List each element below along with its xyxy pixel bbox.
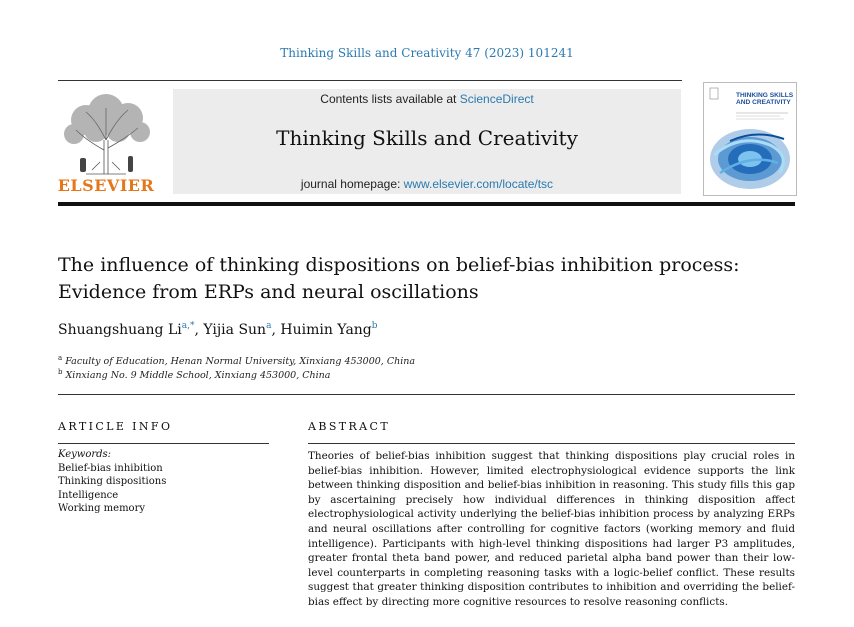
affiliation-mark: b (58, 368, 63, 376)
homepage-line (173, 177, 681, 191)
abstract-heading: ABSTRACT (308, 420, 391, 433)
keyword-item: Intelligence (58, 489, 119, 501)
affiliation (58, 354, 415, 367)
tree-icon (56, 90, 156, 176)
article-title: The influence of thinking dispositions on belief-bias inhibition process: Evidence from ERPs and neural oscillations (58, 254, 740, 303)
keywords-label: Keywords: (58, 449, 112, 460)
author-name[interactable]: Shuangshuang Li (58, 322, 182, 338)
cover-title: THINKING SKILLS AND CREATIVITY (736, 92, 794, 106)
top-divider (58, 80, 682, 81)
author-name[interactable]: Yijia Sun (203, 322, 267, 338)
keyword-item: Thinking dispositions (58, 476, 167, 488)
journal-name: Thinking Skills and Creativity (276, 126, 578, 150)
article-info-heading: ARTICLE INFO (58, 420, 173, 433)
contents-line (173, 89, 681, 106)
author-list: Shuangshuang $Li^{a,*}$, Yijia Sun$^a$, Huimin Yang$^b$ (58, 321, 378, 338)
journal-masthead (173, 89, 681, 194)
affiliation-text: Xinxiang No. 9 Middle School, Xinxiang 453000, China (65, 370, 331, 381)
keywords-list (58, 448, 268, 516)
journal-homepage-link[interactable]: www.elsevier.com/locate/tsc (403, 177, 554, 191)
sciencedirect-link[interactable]: ScienceDirect (459, 92, 534, 106)
section-divider (58, 394, 795, 395)
citation-link[interactable]: Thinking Skills and Creativity 47 (2023) 101241 (280, 46, 574, 60)
header-thick-divider (58, 202, 795, 206)
journal-citation[interactable] (0, 46, 854, 60)
homepage-prefix: journal homepage: (300, 177, 404, 191)
journal-cover[interactable] (703, 82, 797, 196)
publisher-name: ELSEVIER (57, 176, 155, 195)
article-info-divider (58, 443, 269, 444)
affiliation-mark: a (58, 354, 63, 362)
affiliation-text: Faculty of Education, Henan Normal University, Xinxiang 453000, China (65, 356, 416, 367)
author-affiliation-mark[interactable]: b (371, 321, 378, 331)
contents-prefix: Contents lists available at (320, 92, 460, 106)
author-affiliation-mark[interactable]: a (266, 321, 272, 331)
abstract-divider (308, 443, 795, 444)
keyword-item: Working memory (58, 503, 146, 515)
affiliation (58, 368, 330, 381)
abstract-text: Theories of belief-bias inhibition suggest that thinking dispositions play crucial roles in belief-bias inhibition. However, limited electrophysiological evidence supports the link between thinking disposition and belief-bias inhibition in reasoning. This study fills this gap by ascertaining precisely how individual differences in thinking disposition affect electrophysiological activity underlying the belief-bias inhibition process by analyzing ERPs and neural oscillations after controlling for cognitive factors (working memory and fluid intelligence). Participants with high-level thinking dispositions had larger P3 amplitudes, greater frontal theta band power, and reduced parietal alpha band power than their low-level counterparts in completing reasoning tasks with a logic-belief conflict. These results suggest that greater thinking disposition contributes to inhibition and overriding the belief-bias effect by directing more cognitive resources to resolve reasoning conflicts. (308, 450, 795, 608)
keyword-item: Belief-bias inhibition (58, 462, 163, 474)
author-affiliation-mark[interactable]: a,* (181, 321, 195, 331)
author-name[interactable]: Huimin Yang (280, 322, 372, 338)
